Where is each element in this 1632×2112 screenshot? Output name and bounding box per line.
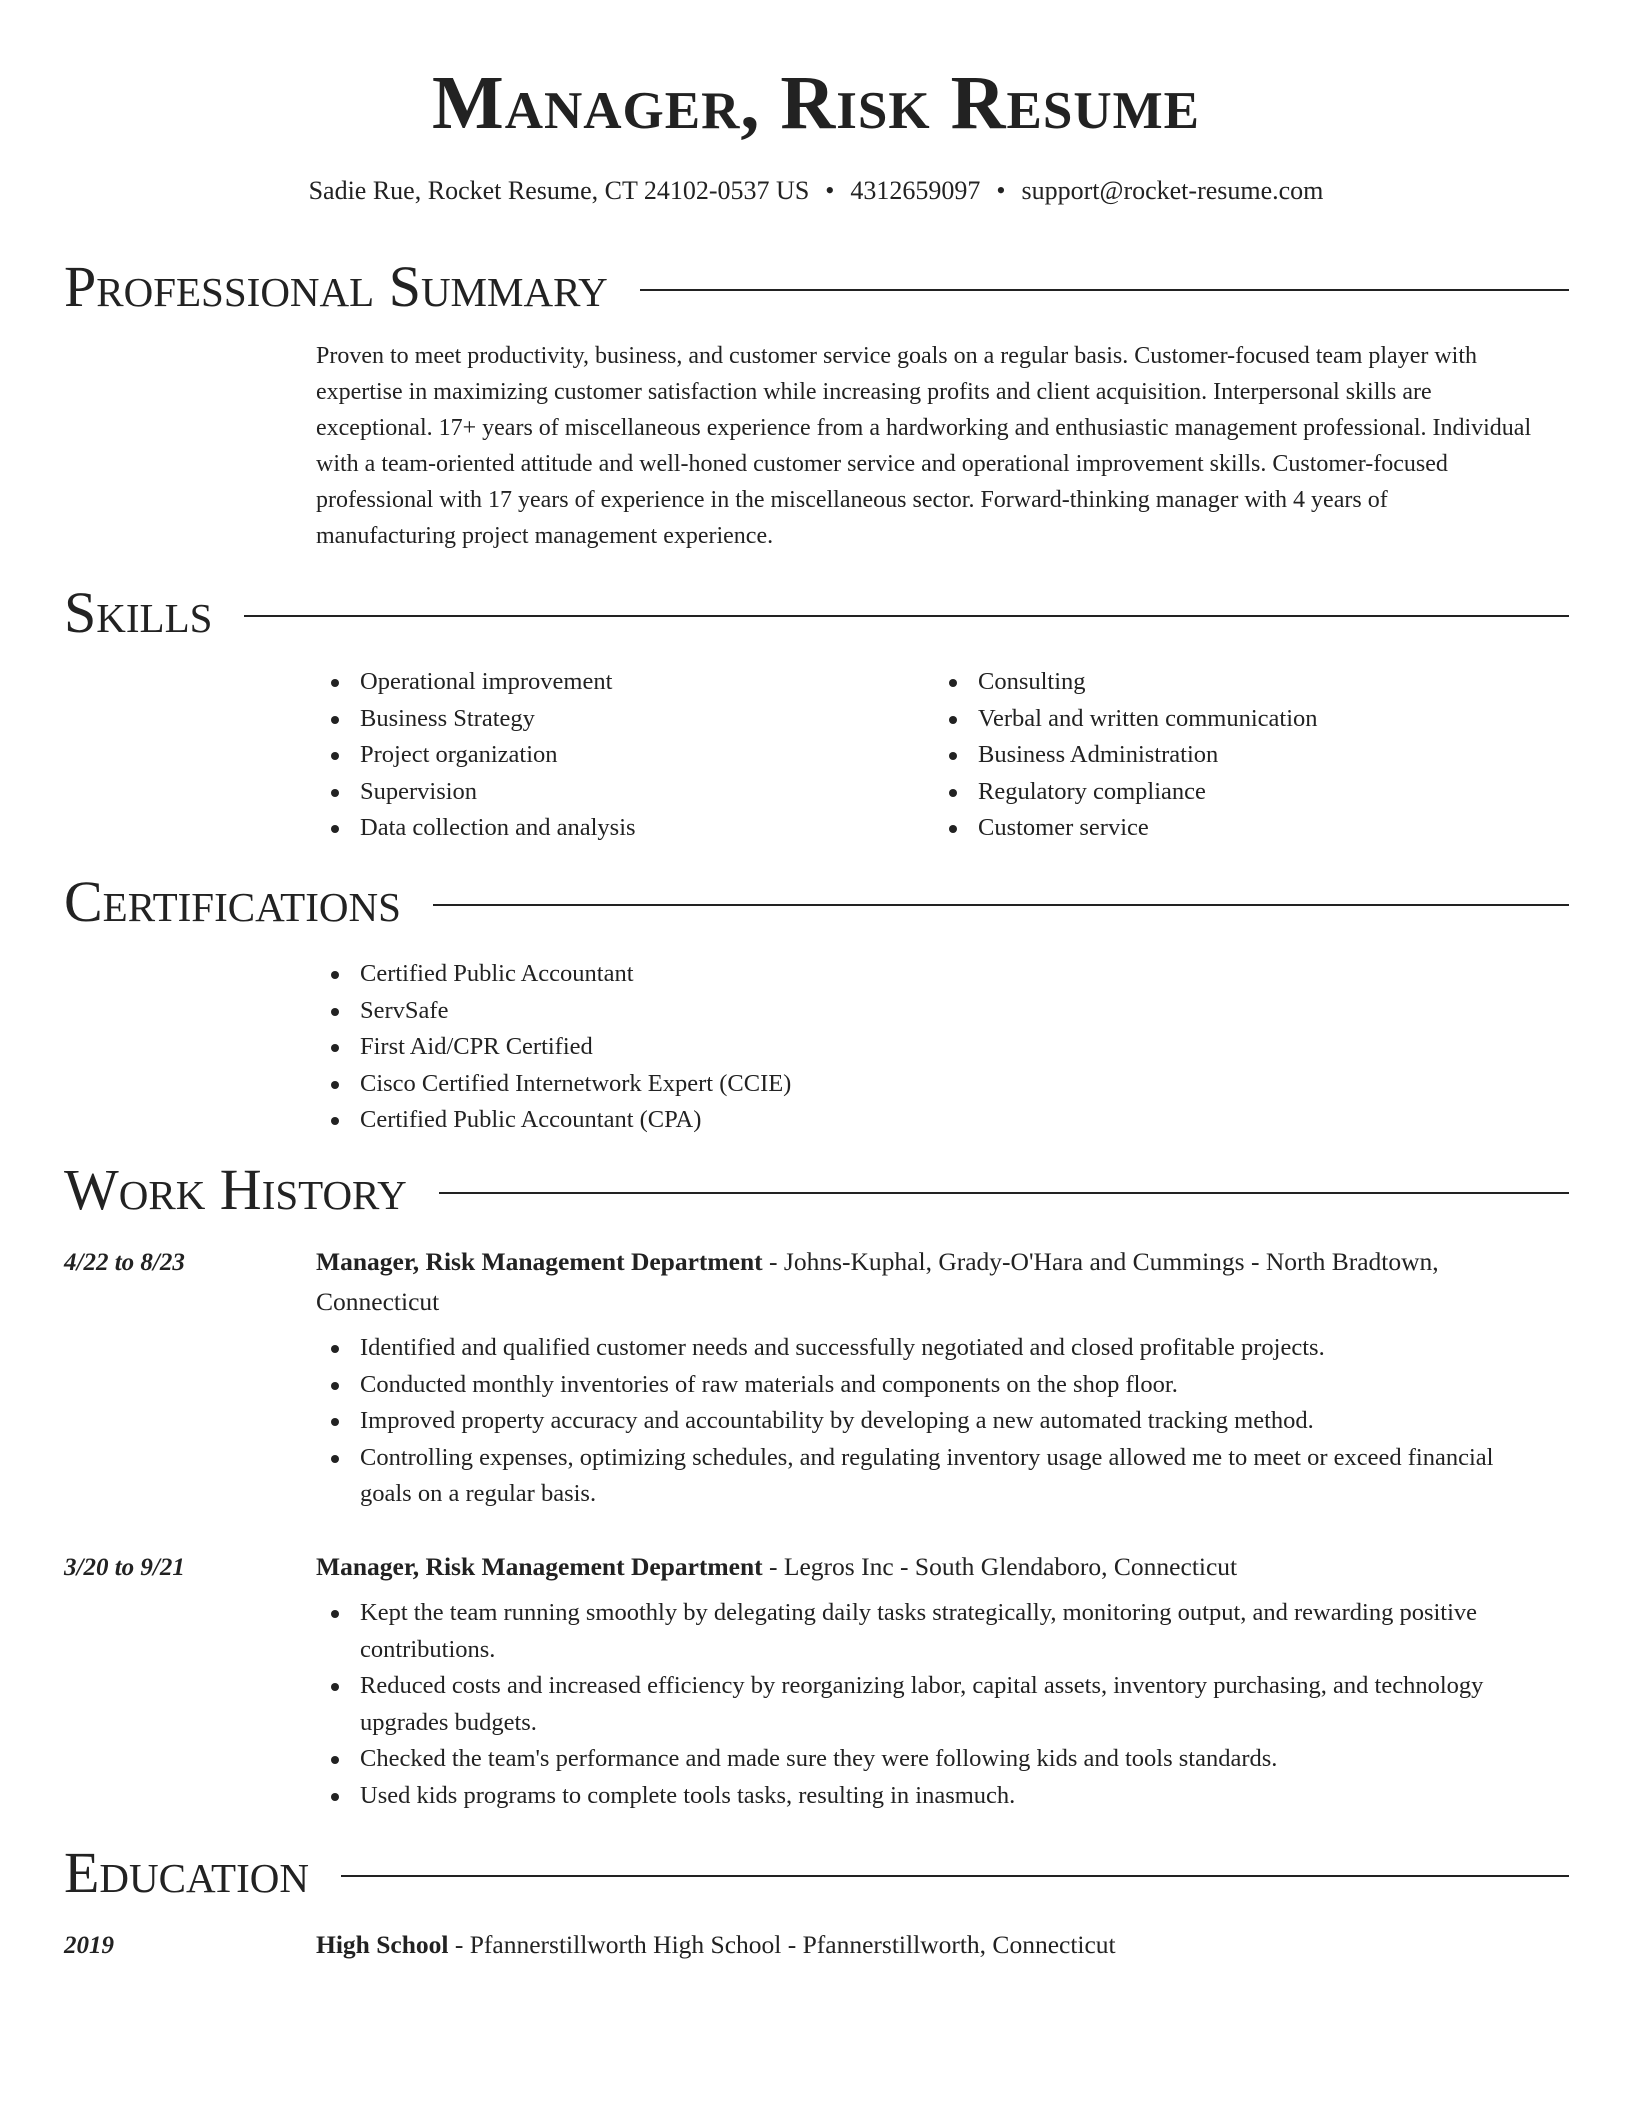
section-title-summary: Professional Summary xyxy=(64,254,608,319)
section-divider xyxy=(433,904,1569,906)
section-header-education xyxy=(64,1840,1569,1906)
job-heading xyxy=(316,1242,1536,1322)
certification-item: Certified Public Accountant xyxy=(316,956,1516,993)
job-details: - Johns-Kuphal, Grady-O'Hara and Cummings - North Bradtown, Connecticut xyxy=(316,1247,1439,1316)
section-header-skills xyxy=(64,580,1569,646)
contact-separator: • xyxy=(825,176,835,205)
section-title-certifications: Certifications xyxy=(64,869,401,934)
job-bullet: Conducted monthly inventories of raw materials and components on the shop floor. xyxy=(316,1367,1536,1404)
section-header-certifications xyxy=(64,869,1569,935)
skill-item: Operational improvement xyxy=(316,664,916,701)
contact-address: Sadie Rue, Rocket Resume, CT 24102-0537 US xyxy=(308,176,810,205)
skill-item: Regulatory compliance xyxy=(934,774,1534,811)
job-bullet: Used kids programs to complete tools tasks, resulting in inasmuch. xyxy=(316,1778,1536,1815)
skill-item: Business Strategy xyxy=(316,701,916,738)
section-title-education: Education xyxy=(64,1840,309,1905)
job-bullet: Identified and qualified customer needs and successfully negotiated and closed profitable projects. xyxy=(316,1330,1536,1367)
section-title-skills: Skills xyxy=(64,580,213,645)
skills-list-right xyxy=(934,664,1534,847)
job-bullet-list xyxy=(316,1330,1536,1513)
job-bullet: Improved property accuracy and accountability by developing a new automated tracking method. xyxy=(316,1403,1536,1440)
job-heading xyxy=(316,1547,1536,1587)
education-year: 2019 xyxy=(64,1932,114,1959)
contact-separator: • xyxy=(996,176,1006,205)
job-details: - Legros Inc - South Glendaboro, Connecticut xyxy=(762,1552,1238,1581)
education-heading xyxy=(316,1925,1536,1965)
skill-item: Consulting xyxy=(934,664,1534,701)
contact-email: support@rocket-resume.com xyxy=(1021,176,1324,205)
job-bullet: Reduced costs and increased efficiency by reorganizing labor, capital assets, inventory purchasing, and technology upgrades budgets. xyxy=(316,1668,1536,1741)
job-bullet: Controlling expenses, optimizing schedules, and regulating inventory usage allowed me to meet or exceed financial goals on a regular basis. xyxy=(316,1440,1536,1513)
section-title-work-history: Work History xyxy=(64,1157,407,1222)
job-bullet: Checked the team's performance and made sure they were following kids and tools standards. xyxy=(316,1741,1536,1778)
section-header-summary xyxy=(64,254,1569,320)
skill-item: Customer service xyxy=(934,810,1534,847)
section-header-work-history xyxy=(64,1157,1569,1223)
skill-item: Data collection and analysis xyxy=(316,810,916,847)
certification-item: Certified Public Accountant (CPA) xyxy=(316,1102,1516,1139)
summary-paragraph: Proven to meet productivity, business, and customer service goals on a regular basis. Customer-focused team player with expertise in maximizing customer satisfaction while increasing profits and client acquisition. Interpersonal skills are exceptional. 17+ years of miscellaneous experience from a hardworking and enthusiastic management professional. Individual with a team-oriented attitude and well-honed customer service and operational improvement skills. Customer-focused professional with 17 years of experience in the miscellaneous sector. Forward-thinking manager with 4 years of manufacturing project management experience. xyxy=(316,343,1532,549)
skills-list-left xyxy=(316,664,916,847)
certification-item: First Aid/CPR Certified xyxy=(316,1029,1516,1066)
skill-item: Project organization xyxy=(316,737,916,774)
section-divider xyxy=(341,1875,1569,1877)
job-position: Manager, Risk Management Department xyxy=(316,1247,763,1276)
job-bullet: Kept the team running smoothly by delegating daily tasks strategically, monitoring output, and rewarding positive contributions. xyxy=(316,1595,1536,1668)
education-details: - Pfannerstillworth High School - Pfannerstillworth, Connecticut xyxy=(448,1930,1116,1959)
job-bullet-list xyxy=(316,1595,1536,1814)
section-divider xyxy=(439,1192,1569,1194)
certification-item: Cisco Certified Internetwork Expert (CCIE) xyxy=(316,1066,1516,1103)
job-dates: 3/20 to 9/21 xyxy=(64,1554,185,1581)
job-dates: 4/22 to 8/23 xyxy=(64,1249,185,1276)
education-degree: High School xyxy=(316,1930,449,1959)
certifications-list xyxy=(316,956,1516,1139)
certification-item: ServSafe xyxy=(316,993,1516,1030)
section-divider xyxy=(244,615,1569,617)
section-divider xyxy=(640,289,1569,291)
contact-line xyxy=(0,174,1632,208)
skill-item: Supervision xyxy=(316,774,916,811)
resume-title: Manager, Risk Resume xyxy=(432,61,1200,145)
skill-item: Business Administration xyxy=(934,737,1534,774)
skill-item: Verbal and written communication xyxy=(934,701,1534,738)
contact-phone: 4312659097 xyxy=(850,176,981,205)
job-position: Manager, Risk Management Department xyxy=(316,1552,763,1581)
